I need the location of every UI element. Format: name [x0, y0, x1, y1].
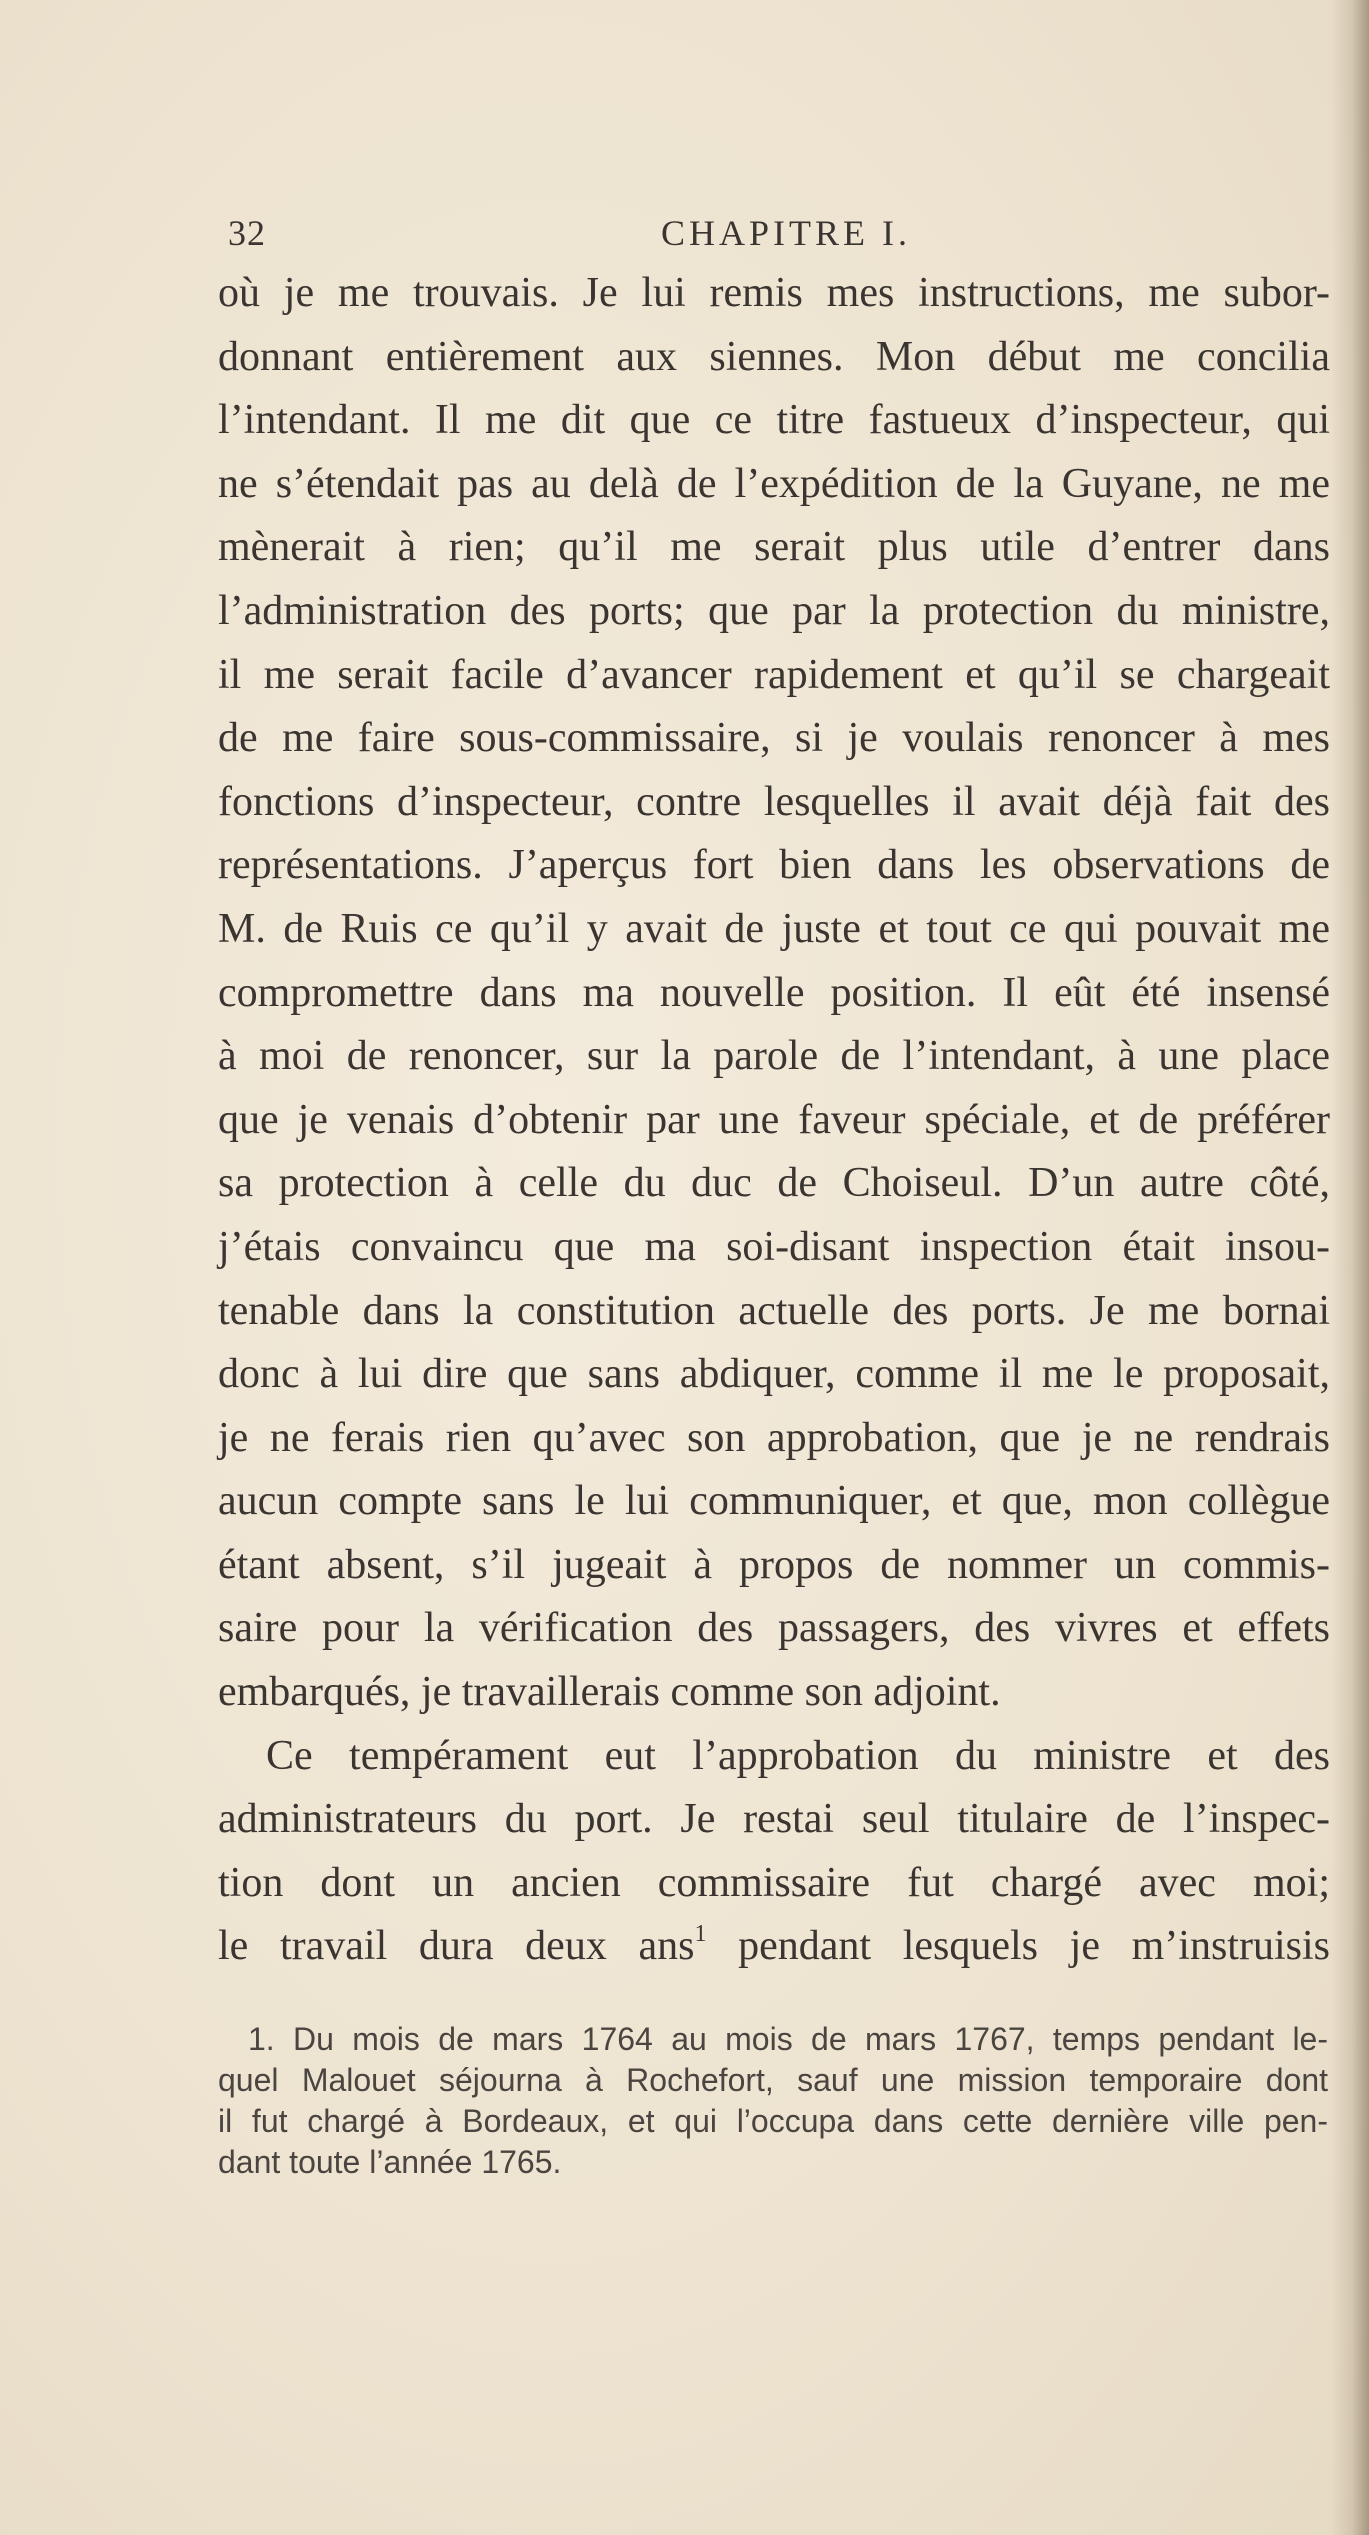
text-line: donc à lui dire que sans abdiquer, comme il me le proposait,: [218, 1351, 1330, 1398]
footnote-line: quel Malouet séjourna à Rochefort, sauf une mission temporaire dont: [218, 2062, 1328, 2098]
footnote: [218, 2019, 1328, 2183]
text-line: ne s’étendait pas au delà de l’expédition de la Guyane, ne me: [218, 460, 1330, 507]
page-edge-shadow: [1331, 0, 1369, 2535]
text-line: fonctions d’inspecteur, contre lesquelles il avait déjà fait des: [218, 778, 1330, 825]
text-line: représentations. J’aperçus fort bien dans les observations de: [218, 842, 1330, 889]
text-line: j’étais convaincu que ma soi-disant inspection était insou-: [218, 1223, 1330, 1270]
text-line: à moi de renoncer, sur la parole de l’intendant, à une place: [218, 1033, 1330, 1080]
text-line: de me faire sous-commissaire, si je voulais renoncer à mes: [218, 715, 1330, 762]
text-line: tion dont un ancien commissaire fut chargé avec moi;: [218, 1859, 1330, 1906]
text-line: l’intendant. Il me dit que ce titre fastueux d’inspecteur, qui: [218, 397, 1330, 444]
text-line: administrateurs du port. Je restai seul titulaire de l’inspec-: [218, 1796, 1330, 1843]
text-line: Ce tempérament eut l’approbation du ministre et des: [266, 1732, 1330, 1779]
text-line: je ne ferais rien qu’avec son approbation, que je ne rendrais: [218, 1414, 1330, 1461]
text-line: M. de Ruis ce qu’il y avait de juste et tout ce qui pouvait me: [218, 905, 1330, 952]
text-line: que je venais d’obtenir par une faveur spéciale, et de préférer: [218, 1096, 1330, 1143]
footnote-line: il fut chargé à Bordeaux, et qui l’occupa dans cette dernière ville pen-: [218, 2103, 1328, 2139]
text-segment: le travail dura deux ans: [218, 1923, 695, 1970]
text-line: il me serait facile d’avancer rapidement et qu’il se chargeait: [218, 651, 1330, 698]
text-line: embarqués, je travaillerais comme son adjoint.: [218, 1669, 1001, 1716]
text-line: donnant entièrement aux siennes. Mon début me concilia: [218, 333, 1330, 380]
footnote-line: dant toute l’année 1765.: [218, 2144, 562, 2180]
body-text: [218, 262, 1330, 1979]
text-line: l’administration des ports; que par la protection du ministre,: [218, 587, 1330, 634]
text-line: mènerait à rien; qu’il me serait plus utile d’entrer dans: [218, 524, 1330, 571]
chapter-title: CHAPITRE I.: [661, 213, 911, 253]
text-line: [218, 1915, 1330, 1979]
text-line: tenable dans la constitution actuelle des ports. Je me bornai: [218, 1287, 1330, 1334]
text-segment: pendant lesquels je m’instruisis: [738, 1923, 1330, 1970]
page-number: 32: [228, 213, 266, 253]
text-line: saire pour la vérification des passagers, des vivres et effets: [218, 1605, 1330, 1652]
footnote-reference[interactable]: 1: [694, 1921, 707, 1948]
footnote-line: 1. Du mois de mars 1764 au mois de mars 1767, temps pendant le-: [248, 2021, 1328, 2057]
text-line: où je me trouvais. Je lui remis mes instructions, me subor-: [218, 270, 1330, 316]
text-line: aucun compte sans le lui communiquer, et que, mon collègue: [218, 1478, 1330, 1525]
text-line: compromettre dans ma nouvelle position. Il eût été insensé: [218, 969, 1330, 1016]
text-line: étant absent, s’il jugeait à propos de nommer un commis-: [218, 1541, 1330, 1588]
text-line: sa protection à celle du duc de Choiseul. D’un autre côté,: [218, 1160, 1330, 1207]
